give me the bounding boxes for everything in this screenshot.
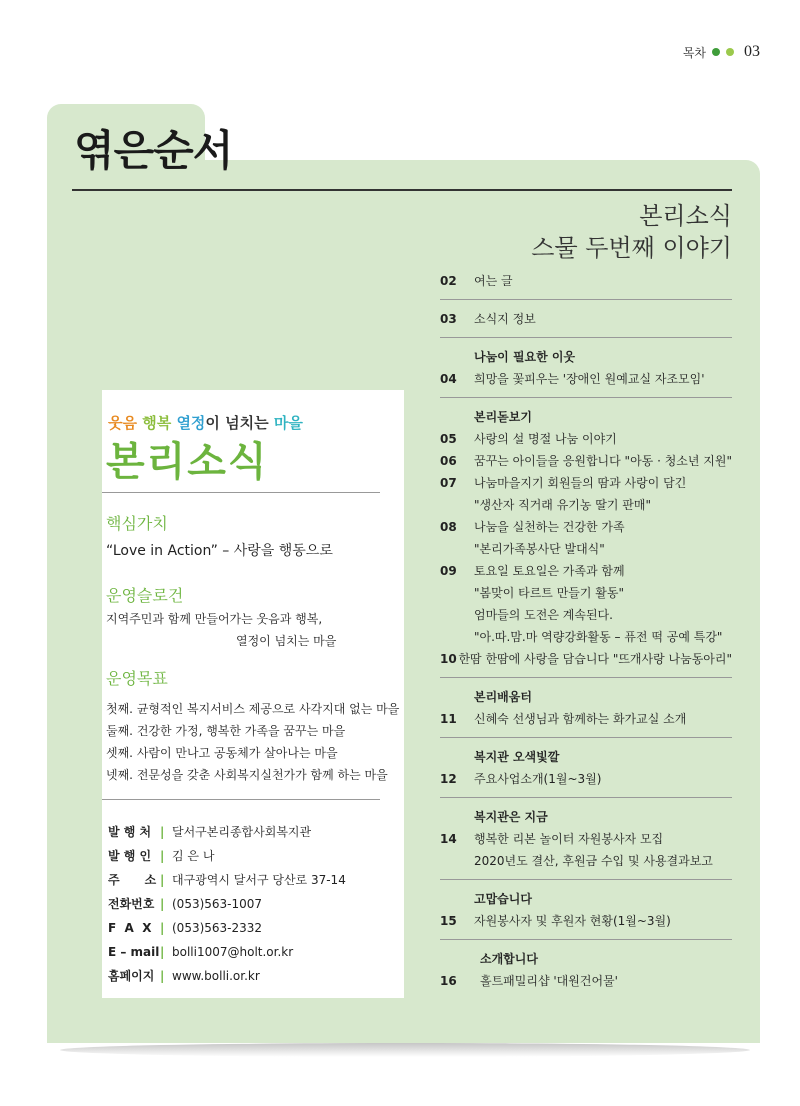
toc-title: "본리가족봉사단 발대식"	[474, 542, 605, 556]
separator-bar-icon: |	[160, 873, 165, 887]
newsletter-subtitle	[531, 200, 732, 264]
toc-entry-continued	[440, 494, 732, 516]
homepage-link[interactable]: www.bolli.or.kr	[172, 969, 260, 983]
core-value-heading: 핵심가치	[106, 514, 168, 533]
info-value: 달서구본리종합사회복지관	[172, 825, 312, 839]
publisher-info	[108, 820, 346, 988]
toc-entry[interactable]	[440, 560, 732, 582]
box-divider	[102, 492, 380, 493]
toc-section-heading: 나눔이 필요한 이웃	[474, 350, 576, 364]
slogan-line-2: 열정이 넘치는 마을	[236, 634, 337, 648]
goal-heading: 운영목표	[106, 669, 168, 688]
toc-entry[interactable]	[440, 708, 732, 730]
toc-page-number: 05	[440, 432, 457, 446]
toc-title: 나눔을 실천하는 건강한 가족	[474, 520, 625, 534]
toc-entry-continued	[440, 626, 732, 648]
page-header	[683, 43, 760, 61]
title-rule	[72, 189, 732, 191]
separator-bar-icon: |	[160, 921, 165, 935]
info-key: 발 행 인	[108, 849, 152, 863]
separator-bar-icon: |	[160, 849, 165, 863]
slogan-heading: 운영슬로건	[106, 586, 184, 605]
toc-page-number: 12	[440, 772, 457, 786]
toc-section-heading: 본리배움터	[474, 690, 532, 704]
toc-page-number: 06	[440, 454, 457, 468]
toc-title: 여는 글	[474, 274, 513, 288]
separator-bar-icon: |	[160, 945, 165, 959]
toc-title: 주요사업소개(1월~3월)	[474, 772, 602, 786]
toc-title: 토요일 토요일은 가족과 함께	[474, 564, 625, 578]
toc-page-number: 11	[440, 712, 457, 726]
subtitle-line-2: 스물 두번째 이야기	[531, 234, 732, 262]
toc-entry[interactable]	[440, 648, 732, 670]
toc-title: 소식지 정보	[474, 312, 536, 326]
toc-section-heading: 본리돋보기	[474, 410, 532, 424]
info-row-homepage	[108, 964, 346, 988]
toc-entry-continued	[440, 582, 732, 604]
toc-title: 신혜숙 선생님과 함께하는 화가교실 소개	[474, 712, 687, 726]
toc-title: "봄맞이 타르트 만들기 활동"	[474, 586, 624, 600]
toc-divider	[440, 677, 732, 678]
core-value-text: “Love in Action” – 사랑을 행동으로	[106, 543, 333, 559]
toc-divider	[440, 299, 732, 300]
info-key: E – mail	[108, 945, 160, 959]
goal-item: 넷째. 전문성을 갖춘 사회복지실천가가 함께 하는 마을	[106, 768, 388, 782]
toc-entry[interactable]	[440, 308, 732, 330]
toc-divider	[440, 737, 732, 738]
brand-logo-text: 본리소식	[106, 439, 269, 485]
info-key: 발 행 처	[108, 825, 152, 839]
toc-page-number: 07	[440, 476, 457, 490]
toc-page-number: 04	[440, 372, 457, 386]
toc-section-heading: 소개합니다	[480, 952, 538, 966]
toc-page-number: 10	[440, 652, 457, 666]
tagline-word-passion: 열정	[176, 414, 206, 432]
toc-section-heading: 복지관 오색빛깔	[474, 750, 560, 764]
toc-title: 홀트패밀리샵 '대원건어물'	[480, 974, 618, 988]
page-number: 03	[744, 43, 760, 60]
info-row-address	[108, 868, 346, 892]
toc-entry[interactable]	[440, 910, 732, 932]
info-row-publisher	[108, 820, 346, 844]
tagline-middle: 이 넘치는	[205, 414, 269, 432]
tagline-word-laughter: 웃음	[108, 414, 137, 432]
toc-title: 한땀 한땀에 사랑을 담습니다 "뜨개사랑 나눔동아리"	[458, 652, 732, 666]
toc-entry-continued	[440, 604, 732, 626]
info-row-phone	[108, 892, 346, 916]
toc-entry[interactable]	[440, 970, 732, 992]
toc-entry[interactable]	[440, 472, 732, 494]
info-row-issuer	[108, 844, 346, 868]
slogan-line-1: 지역주민과 함께 만들어가는 웃음과 행복,	[106, 612, 323, 626]
dot-dark-green-icon	[712, 48, 720, 56]
tagline-word-village: 마을	[273, 414, 303, 432]
toc-section-heading: 복지관은 지금	[474, 810, 548, 824]
separator-bar-icon: |	[160, 897, 165, 911]
info-key: 전화번호	[108, 897, 155, 911]
box-divider	[102, 799, 380, 800]
toc-title: 사랑의 설 명절 나눔 이야기	[474, 432, 617, 446]
toc-title: "생산자 직거래 유기농 딸기 판매"	[474, 498, 651, 512]
toc-page-number: 03	[440, 312, 457, 326]
goal-item: 둘째. 건강한 가정, 행복한 가족을 꿈꾸는 마을	[106, 724, 346, 738]
toc-entry[interactable]	[440, 768, 732, 790]
toc-entry[interactable]	[440, 516, 732, 538]
toc-entry[interactable]	[440, 828, 732, 850]
toc-divider	[440, 879, 732, 880]
info-value: (053)563-1007	[172, 897, 263, 911]
toc-page-number: 08	[440, 520, 457, 534]
toc-page-number: 16	[440, 974, 457, 988]
toc-entry[interactable]	[440, 428, 732, 450]
toc-divider	[440, 797, 732, 798]
page-title: 엮은순서	[74, 126, 233, 175]
toc-title: 엄마들의 도전은 계속된다.	[474, 608, 613, 622]
toc-page-number: 02	[440, 274, 457, 288]
info-key: F A X	[108, 921, 152, 935]
toc-divider	[440, 939, 732, 940]
toc-section-heading: 고맙습니다	[474, 892, 532, 906]
email-link[interactable]: bolli1007@holt.or.kr	[172, 945, 294, 959]
toc-title: "아.따.맘.마 역량강화활동 – 퓨전 떡 공예 특강"	[474, 630, 723, 644]
info-value: (053)563-2332	[172, 921, 263, 935]
toc-title: 자원봉사자 및 후원자 현황(1월~3월)	[474, 914, 671, 928]
toc-divider	[440, 397, 732, 398]
subtitle-line-1: 본리소식	[639, 202, 732, 230]
toc-entry[interactable]	[440, 368, 732, 390]
tagline-word-happiness: 행복	[142, 414, 172, 432]
goal-item: 셋째. 사람이 만나고 공동체가 살아나는 마을	[106, 746, 338, 760]
info-key: 홈페이지	[108, 969, 155, 983]
goal-item: 첫째. 균형적인 복지서비스 제공으로 사각지대 없는 마을	[106, 702, 400, 716]
toc-page-number: 14	[440, 832, 457, 846]
info-value: 김 은 나	[172, 849, 215, 863]
toc-title: 행복한 리본 놀이터 자원봉사자 모집	[474, 832, 664, 846]
panel-shadow	[60, 1043, 750, 1057]
toc-title: 나눔마을지기 회원들의 땀과 사랑이 담긴	[474, 476, 687, 490]
info-value: 대구광역시 달서구 당산로 37-14	[172, 873, 346, 887]
table-of-contents	[440, 270, 732, 992]
info-row-email	[108, 940, 346, 964]
toc-entry[interactable]	[440, 270, 732, 292]
toc-page-number: 09	[440, 564, 457, 578]
separator-bar-icon: |	[160, 969, 165, 983]
section-label: 목차	[682, 45, 706, 60]
toc-page-number: 15	[440, 914, 457, 928]
toc-title: 2020년도 결산, 후원금 수입 및 사용결과보고	[474, 854, 713, 868]
toc-divider	[440, 337, 732, 338]
toc-entry[interactable]	[440, 450, 732, 472]
toc-entry-continued	[440, 538, 732, 560]
toc-entry-continued	[440, 850, 732, 872]
toc-title: 꿈꾸는 아이들을 응원합니다 "아동 · 청소년 지원"	[474, 454, 732, 468]
info-key: 주 소	[108, 873, 157, 887]
toc-title: 희망을 꽃피우는 '장애인 원예교실 자조모임'	[474, 372, 705, 386]
separator-bar-icon: |	[160, 825, 165, 839]
dot-light-green-icon	[726, 48, 734, 56]
info-row-fax	[108, 916, 346, 940]
